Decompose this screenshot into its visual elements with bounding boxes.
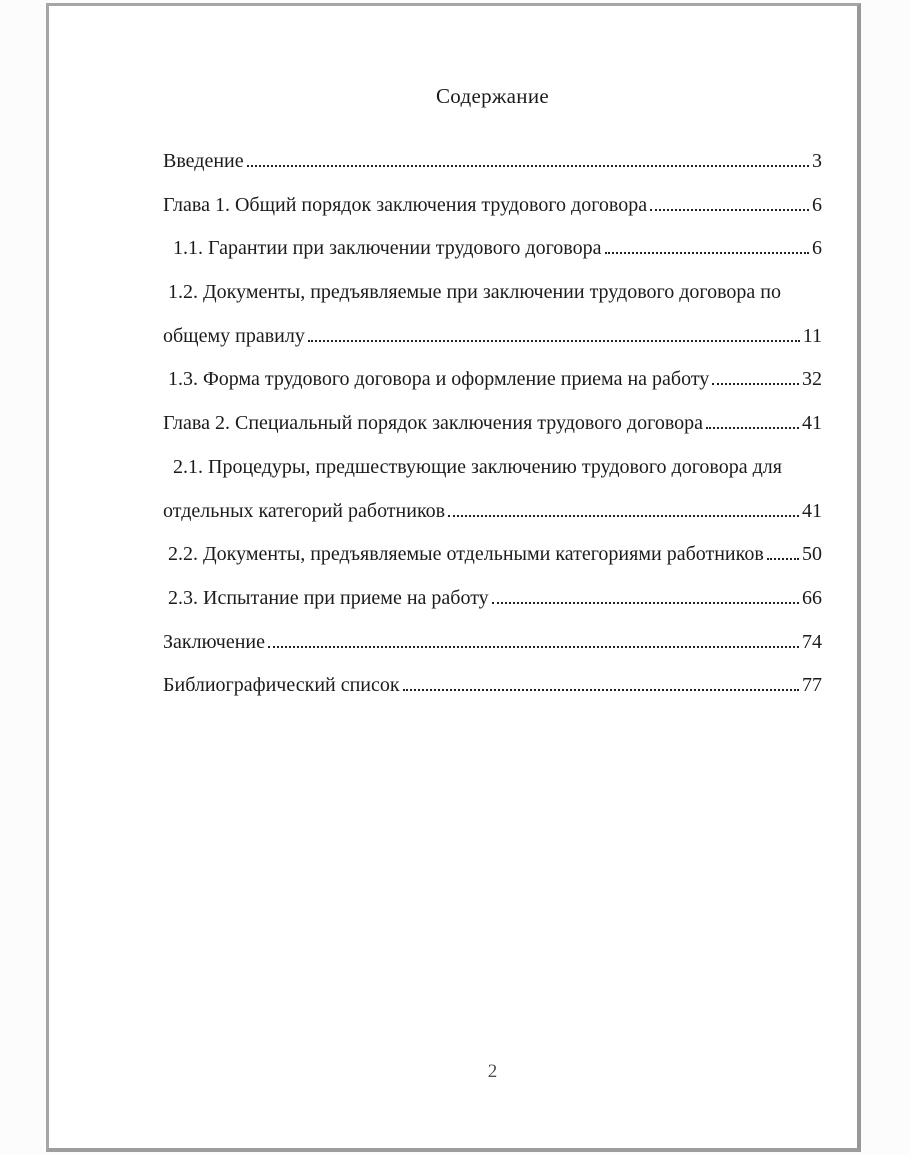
document-page (46, 3, 861, 1152)
toc-entry (163, 358, 822, 402)
dot-leader (247, 165, 809, 167)
dot-leader (268, 646, 799, 648)
toc-entry (163, 227, 822, 271)
toc-entry-page-number: 50 (802, 543, 822, 566)
toc-entry-text: Глава 1. Общий порядок заключения трудового договора (163, 193, 648, 216)
toc-entry (163, 490, 822, 534)
dot-leader (767, 558, 799, 560)
toc-entry-page-number: 77 (802, 674, 822, 697)
page-number: 2 (487, 1061, 498, 1082)
toc-entry-page-number: 6 (812, 193, 822, 216)
dot-leader (403, 689, 799, 691)
toc-entry-text: общему правилу (163, 324, 305, 347)
toc-entry (163, 577, 822, 621)
toc-entry (163, 446, 822, 490)
toc-entry-text: Введение (163, 150, 244, 172)
dot-leader (712, 383, 799, 385)
toc-entry-page-number: 41 (802, 499, 822, 522)
toc-entry (163, 184, 822, 228)
dot-leader (492, 602, 799, 604)
toc-entry-page-number: 6 (812, 237, 822, 260)
toc-entry-text: отдельных категорий работников (163, 499, 446, 522)
toc-entry (163, 271, 822, 315)
toc-entry-page-number: 3 (812, 150, 822, 172)
toc-entry-page-number: 41 (802, 412, 822, 435)
toc-entry-text: Библиографический список (163, 674, 400, 697)
toc-entry-text: 1.2. Документы, предъявляемые при заключении трудового договора по (168, 281, 781, 304)
toc-list (163, 140, 822, 708)
page-title: Содержание (435, 84, 550, 108)
toc-entry (163, 402, 822, 446)
toc-entry (163, 533, 822, 577)
dot-leader (605, 252, 810, 254)
toc-entry-page-number: 74 (802, 630, 822, 653)
toc-entry-text: Глава 2. Специальный порядок заключения трудового договора (163, 412, 703, 435)
toc-entry-text: 2.1. Процедуры, предшествующие заключению трудового договора для (173, 455, 782, 478)
dot-leader (308, 340, 800, 342)
toc-entry-text: 2.2. Документы, предъявляемые отдельными категориями работников (168, 543, 764, 566)
dot-leader (706, 427, 799, 429)
toc-entry-page-number: 11 (802, 324, 822, 347)
toc-entry (163, 664, 822, 708)
toc-entry (163, 140, 822, 184)
dot-leader (448, 515, 799, 517)
toc-entry (163, 621, 822, 665)
toc-entry-text: 1.3. Форма трудового договора и оформление приема на работу (168, 368, 710, 391)
toc-entry-page-number: 32 (802, 368, 822, 391)
toc-entry-text: Заключение (163, 630, 265, 653)
dot-leader (650, 209, 809, 211)
toc-entry-text: 1.1. Гарантии при заключении трудового договора (173, 237, 602, 260)
toc-entry (163, 315, 822, 359)
toc-entry-text: 2.3. Испытание при приеме на работу (168, 586, 489, 609)
toc-entry-page-number: 66 (802, 586, 822, 609)
